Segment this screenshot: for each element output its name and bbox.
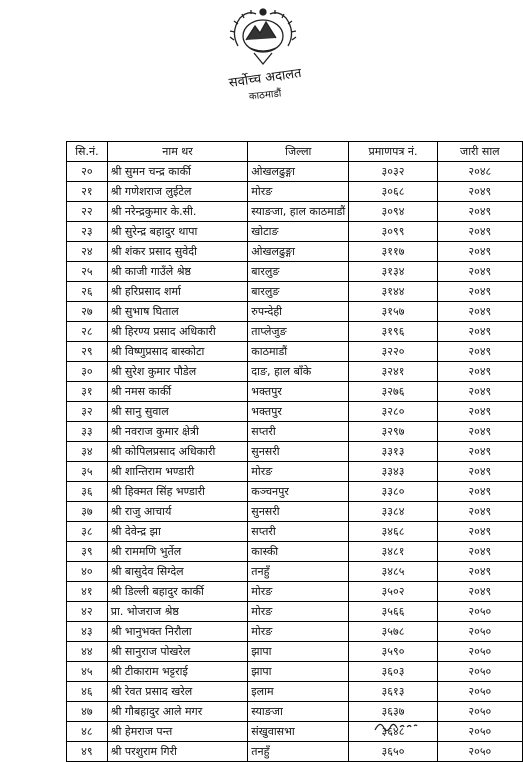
cell-name: श्री टीकाराम भट्टराई	[107, 662, 247, 682]
cell-serial-number: ३९	[67, 542, 108, 562]
table-row	[67, 162, 523, 182]
cell-certificate-number: ३१३४	[349, 262, 437, 282]
cell-district: बारलुङ	[248, 262, 349, 282]
cell-serial-number: २४	[67, 242, 108, 262]
table-row	[67, 222, 523, 242]
cell-name: श्री भानुभक्त निरौला	[107, 622, 247, 642]
cell-serial-number: ४६	[67, 682, 108, 702]
cell-serial-number: ४०	[67, 562, 108, 582]
table-row	[67, 622, 523, 642]
cell-name: श्री राममणि भुर्तेल	[107, 542, 247, 562]
table-row	[67, 722, 523, 742]
header-district: जिल्ला	[248, 142, 349, 162]
cell-name: श्री काजी गाउँले श्रेष्ठ	[107, 262, 247, 282]
cell-district: मोरङ	[248, 602, 349, 622]
cell-certificate-number: ३२२०	[349, 342, 437, 362]
cell-district: इलाम	[248, 682, 349, 702]
cell-district: मोरङ	[248, 182, 349, 202]
cell-serial-number: ४३	[67, 622, 108, 642]
cell-district: झापा	[248, 642, 349, 662]
cell-serial-number: २३	[67, 222, 108, 242]
cell-name: श्री राजु आचार्य	[107, 502, 247, 522]
cell-district: भक्तपुर	[248, 382, 349, 402]
cell-certificate-number: ३५०२	[349, 582, 437, 602]
cell-issue-year: २०४९	[437, 542, 522, 562]
cell-name: श्री सानुराज पोखरेल	[107, 642, 247, 662]
header-name: नाम थर	[107, 142, 247, 162]
cell-district: भक्तपुर	[248, 402, 349, 422]
cell-district: रुपन्देही	[248, 302, 349, 322]
cell-district: खोटाङ	[248, 222, 349, 242]
cell-district: कास्की	[248, 542, 349, 562]
cell-district: सप्तरी	[248, 422, 349, 442]
header-issue-year: जारी साल	[437, 142, 522, 162]
cell-issue-year: २०४९	[437, 522, 522, 542]
cell-issue-year: २०४९	[437, 222, 522, 242]
cell-issue-year: २०५०	[437, 682, 522, 702]
cell-serial-number: ४२	[67, 602, 108, 622]
cell-certificate-number: ३१४४	[349, 282, 437, 302]
cell-district: झापा	[248, 662, 349, 682]
cell-issue-year: २०४९	[437, 382, 522, 402]
cell-serial-number: ३०	[67, 362, 108, 382]
cell-issue-year: २०४९	[437, 302, 522, 322]
cell-issue-year: २०४९	[437, 362, 522, 382]
cell-name: श्री सानु सुवाल	[107, 402, 247, 422]
cell-name: श्री सुरेश कुमार पौडेल	[107, 362, 247, 382]
table-row	[67, 702, 523, 722]
table-row	[67, 582, 523, 602]
cell-serial-number: २९	[67, 342, 108, 362]
cell-name: श्री सुमन चन्द्र कार्की	[107, 162, 247, 182]
cell-issue-year: २०४९	[437, 262, 522, 282]
cell-name: श्री हिक्मत सिंह भण्डारी	[107, 482, 247, 502]
cell-issue-year: २०४९	[437, 482, 522, 502]
cell-certificate-number: ३१५७	[349, 302, 437, 322]
cell-name: श्री सुरेन्द्र बहादुर थापा	[107, 222, 247, 242]
cell-serial-number: २१	[67, 182, 108, 202]
cell-certificate-number: ३४६८	[349, 522, 437, 542]
cell-name: श्री रेवत प्रसाद खरेल	[107, 682, 247, 702]
cell-issue-year: २०५०	[437, 642, 522, 662]
table-row	[67, 422, 523, 442]
table-row	[67, 462, 523, 482]
cell-serial-number: २८	[67, 322, 108, 342]
cell-certificate-number: ३६१३	[349, 682, 437, 702]
cell-serial-number: ४९	[67, 742, 108, 762]
handwritten-signature	[372, 716, 422, 738]
cell-certificate-number: ३१९६	[349, 322, 437, 342]
header-serial-number: सि.नं.	[67, 142, 108, 162]
cell-name: श्री गौबहादुर आले मगर	[107, 702, 247, 722]
table-row	[67, 562, 523, 582]
cell-serial-number: ३६	[67, 482, 108, 502]
cell-district: ताप्लेजुङ	[248, 322, 349, 342]
cell-certificate-number: ३५७८	[349, 622, 437, 642]
cell-name: श्री हेमराज पन्त	[107, 722, 247, 742]
cell-issue-year: २०४९	[437, 182, 522, 202]
cell-district: दाङ, हाल बाँके	[248, 362, 349, 382]
cell-issue-year: २०४९	[437, 502, 522, 522]
cell-issue-year: २०४९	[437, 462, 522, 482]
table-row	[67, 662, 523, 682]
cell-district: मोरङ	[248, 462, 349, 482]
cell-district: स्याङजा, हाल काठमाडौं	[248, 202, 349, 222]
cell-name: श्री शंकर प्रसाद सुवेदी	[107, 242, 247, 262]
cell-name: श्री परशुराम गिरी	[107, 742, 247, 762]
cell-serial-number: २५	[67, 262, 108, 282]
cell-certificate-number: ३६५०	[349, 742, 437, 762]
cell-serial-number: ३३	[67, 422, 108, 442]
cell-certificate-number: ३५६६	[349, 602, 437, 622]
cell-certificate-number: ३०६८	[349, 182, 437, 202]
cell-serial-number: २६	[67, 282, 108, 302]
cell-issue-year: २०४९	[437, 402, 522, 422]
cell-serial-number: ३५	[67, 462, 108, 482]
cell-district: मोरङ	[248, 622, 349, 642]
cell-issue-year: २०४९	[437, 282, 522, 302]
table-row	[67, 642, 523, 662]
cell-certificate-number: ३६०३	[349, 662, 437, 682]
cell-name: श्री डिल्ली बहादुर कार्की	[107, 582, 247, 602]
cell-serial-number: २०	[67, 162, 108, 182]
cell-certificate-number: ३२८०	[349, 402, 437, 422]
cell-issue-year: २०४९	[437, 242, 522, 262]
cell-serial-number: ३७	[67, 502, 108, 522]
cell-serial-number: ४५	[67, 662, 108, 682]
table-row	[67, 262, 523, 282]
cell-certificate-number: ३११७	[349, 242, 437, 262]
cell-serial-number: ४७	[67, 702, 108, 722]
table-row	[67, 282, 523, 302]
cell-issue-year: २०४८	[437, 162, 522, 182]
cell-serial-number: २७	[67, 302, 108, 322]
table-row	[67, 202, 523, 222]
cell-certificate-number: ३०९४	[349, 202, 437, 222]
court-name: सर्वोच्च अदालत	[227, 65, 303, 92]
cell-issue-year: २०५०	[437, 702, 522, 722]
table-row	[67, 242, 523, 262]
cell-issue-year: २०४९	[437, 442, 522, 462]
table-row	[67, 502, 523, 522]
table-row	[67, 682, 523, 702]
cell-district: बारलुङ	[248, 282, 349, 302]
table-row	[67, 302, 523, 322]
cell-certificate-number: ३४८१	[349, 542, 437, 562]
table-row	[67, 382, 523, 402]
cell-district: ओखलढुङ्गा	[248, 162, 349, 182]
supreme-court-emblem	[224, 6, 302, 70]
cell-name: श्री विष्णुप्रसाद बास्कोटा	[107, 342, 247, 362]
cell-certificate-number: ३०९९	[349, 222, 437, 242]
cell-issue-year: २०५०	[437, 622, 522, 642]
cell-serial-number: २२	[67, 202, 108, 222]
cell-issue-year: २०४९	[437, 562, 522, 582]
cell-certificate-number: ३४८५	[349, 562, 437, 582]
table-row	[67, 522, 523, 542]
cell-district: सप्तरी	[248, 522, 349, 542]
table-row	[67, 542, 523, 562]
table-row	[67, 362, 523, 382]
cell-issue-year: २०४९	[437, 582, 522, 602]
cell-certificate-number: ३०३२	[349, 162, 437, 182]
cell-serial-number: ४१	[67, 582, 108, 602]
cell-name: श्री बासुदेव सिग्देल	[107, 562, 247, 582]
cell-name: श्री हरिप्रसाद शर्मा	[107, 282, 247, 302]
table-row	[67, 442, 523, 462]
cell-certificate-number: ३५९०	[349, 642, 437, 662]
cell-name: श्री सुभाष घिताल	[107, 302, 247, 322]
cell-district: ओखलढुङ्गा	[248, 242, 349, 262]
cell-certificate-number: ३३८४	[349, 502, 437, 522]
cell-issue-year: २०५०	[437, 742, 522, 762]
table-row	[67, 482, 523, 502]
cell-district: स्याङजा	[248, 702, 349, 722]
cell-name: श्री कोपिलप्रसाद अधिकारी	[107, 442, 247, 462]
table-row	[67, 402, 523, 422]
cell-serial-number: ३८	[67, 522, 108, 542]
cell-name: श्री शान्तिराम भण्डारी	[107, 462, 247, 482]
cell-certificate-number: ३२७६	[349, 382, 437, 402]
cell-name: प्रा. भोजराज श्रेष्ठ	[107, 602, 247, 622]
cell-district: सुनसरी	[248, 502, 349, 522]
cell-district: कञ्चनपुर	[248, 482, 349, 502]
table-row	[67, 322, 523, 342]
cell-certificate-number: ३३८०	[349, 482, 437, 502]
cell-certificate-number: ३६३७	[349, 702, 437, 722]
cell-issue-year: २०५०	[437, 602, 522, 622]
cell-name: श्री देवेन्द्र झा	[107, 522, 247, 542]
cell-district: संखुवासभा	[248, 722, 349, 742]
court-city: काठमाडौं	[248, 88, 282, 103]
cell-certificate-number: ३६४८	[349, 722, 437, 742]
cell-certificate-number: ३२९७	[349, 422, 437, 442]
cell-issue-year: २०४९	[437, 202, 522, 222]
cell-issue-year: २०५०	[437, 662, 522, 682]
cell-name: श्री नमस कार्की	[107, 382, 247, 402]
cell-certificate-number: ३३४३	[349, 462, 437, 482]
table-header-row	[67, 142, 523, 162]
table-row	[67, 602, 523, 622]
certificate-table	[66, 141, 523, 762]
cell-district: काठमाडौं	[248, 342, 349, 362]
cell-serial-number: ३१	[67, 382, 108, 402]
cell-name: श्री नरेन्द्रकुमार के.सी.	[107, 202, 247, 222]
cell-name: श्री हिरण्य प्रसाद अधिकारी	[107, 322, 247, 342]
header-certificate-number: प्रमाणपत्र नं.	[349, 142, 437, 162]
table-row	[67, 182, 523, 202]
cell-issue-year: २०४९	[437, 422, 522, 442]
cell-name: श्री नवराज कुमार क्षेत्री	[107, 422, 247, 442]
cell-district: तनहुँ	[248, 742, 349, 762]
table-row	[67, 342, 523, 362]
cell-serial-number: ४८	[67, 722, 108, 742]
cell-district: सुनसरी	[248, 442, 349, 462]
cell-name: श्री गणेशराज लुईटेल	[107, 182, 247, 202]
cell-certificate-number: ३२४१	[349, 362, 437, 382]
cell-district: मोरङ	[248, 582, 349, 602]
cell-serial-number: ३४	[67, 442, 108, 462]
cell-serial-number: ४४	[67, 642, 108, 662]
cell-issue-year: २०४९	[437, 342, 522, 362]
cell-district: तनहुँ	[248, 562, 349, 582]
cell-certificate-number: ३३१३	[349, 442, 437, 462]
table-row	[67, 742, 523, 762]
cell-serial-number: ३२	[67, 402, 108, 422]
cell-issue-year: २०५०	[437, 722, 522, 742]
cell-issue-year: २०४९	[437, 322, 522, 342]
